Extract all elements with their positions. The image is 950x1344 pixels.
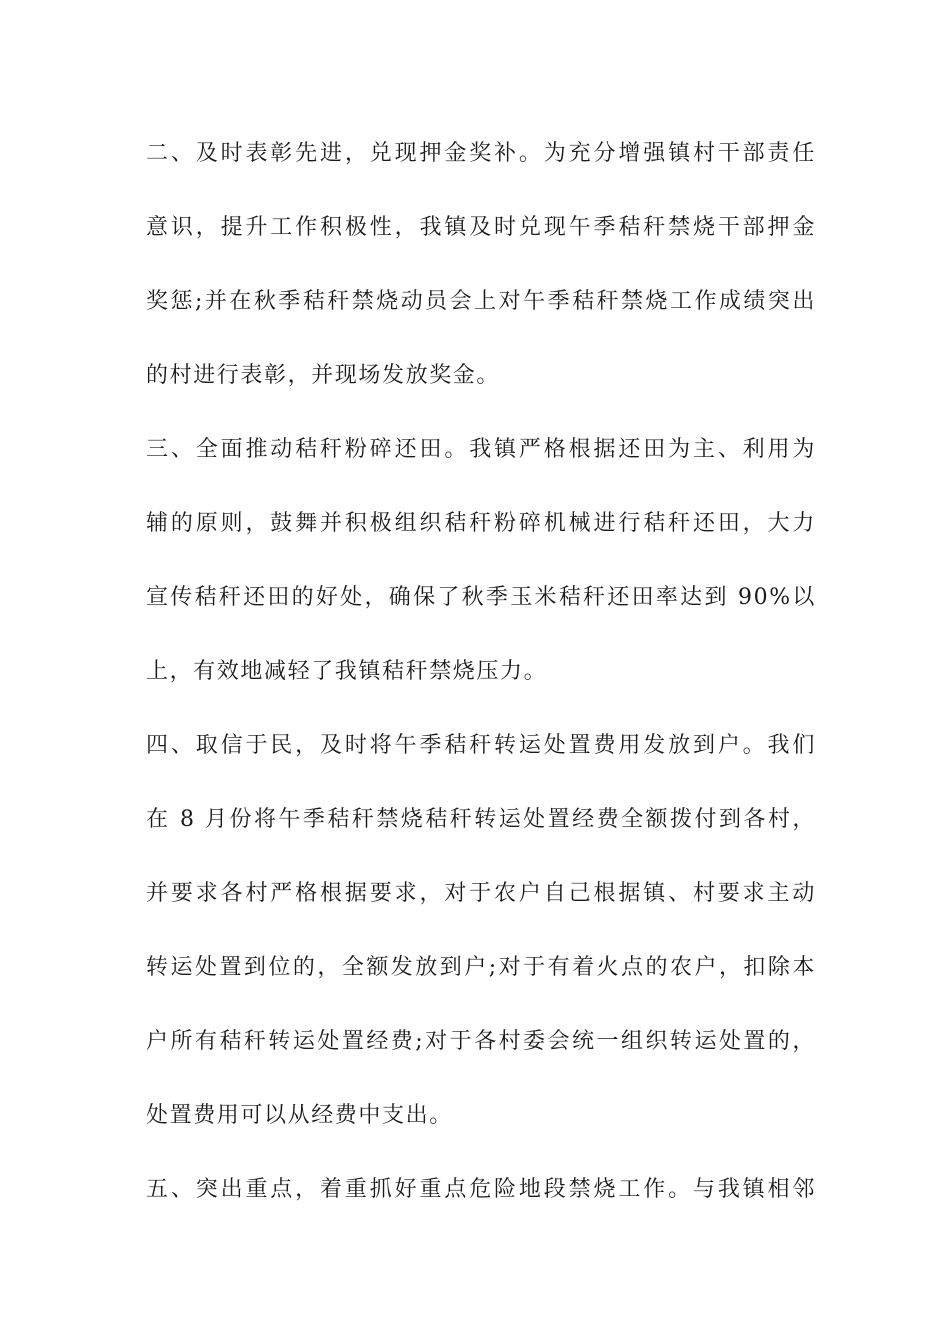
paragraph-4-line-5: 户所有秸秆转运处置经费;对于各村委会统一组织转运处置的， — [146, 1029, 816, 1054]
paragraph-2-line-4: 的村进行表彰，并现场发放奖金。 — [146, 363, 501, 388]
paragraph-4-line-2: 在 8 月份将午季秸秆禁烧秸秆转运处置经费全额拨付到各村， — [146, 807, 816, 832]
paragraph-4-line-4: 转运处置到位的，全额发放到户;对于有着火点的农户，扣除本 — [146, 955, 816, 980]
paragraph-3-line-3: 宣传秸秆还田的好处，确保了秋季玉米秸秆还田率达到 90%以 — [146, 585, 816, 610]
paragraph-3-line-2: 辅的原则，鼓舞并积极组织秸秆粉碎机械进行秸秆还田，大力 — [146, 511, 816, 536]
paragraph-2-line-2: 意识，提升工作积极性，我镇及时兑现午季秸秆禁烧干部押金 — [146, 215, 816, 240]
paragraph-2-line-1: 二、及时表彰先进，兑现押金奖补。为充分增强镇村干部责任 — [146, 141, 816, 166]
paragraph-5-line-1: 五、突出重点，着重抓好重点危险地段禁烧工作。与我镇相邻 — [146, 1177, 816, 1202]
paragraph-4-line-1: 四、取信于民，及时将午季秸秆转运处置费用发放到户。我们 — [146, 733, 816, 758]
paragraph-4-line-6: 处置费用可以从经费中支出。 — [146, 1103, 453, 1128]
paragraph-4-line-3: 并要求各村严格根据要求，对于农户自己根据镇、村要求主动 — [146, 881, 816, 906]
paragraph-3-line-1: 三、全面推动秸秆粉碎还田。我镇严格根据还田为主、利用为 — [146, 437, 816, 462]
paragraph-2-line-3: 奖惩;并在秋季秸秆禁烧动员会上对午季秸秆禁烧工作成绩突出 — [146, 289, 816, 314]
paragraph-3-line-4: 上，有效地减轻了我镇秸秆禁烧压力。 — [146, 659, 548, 684]
